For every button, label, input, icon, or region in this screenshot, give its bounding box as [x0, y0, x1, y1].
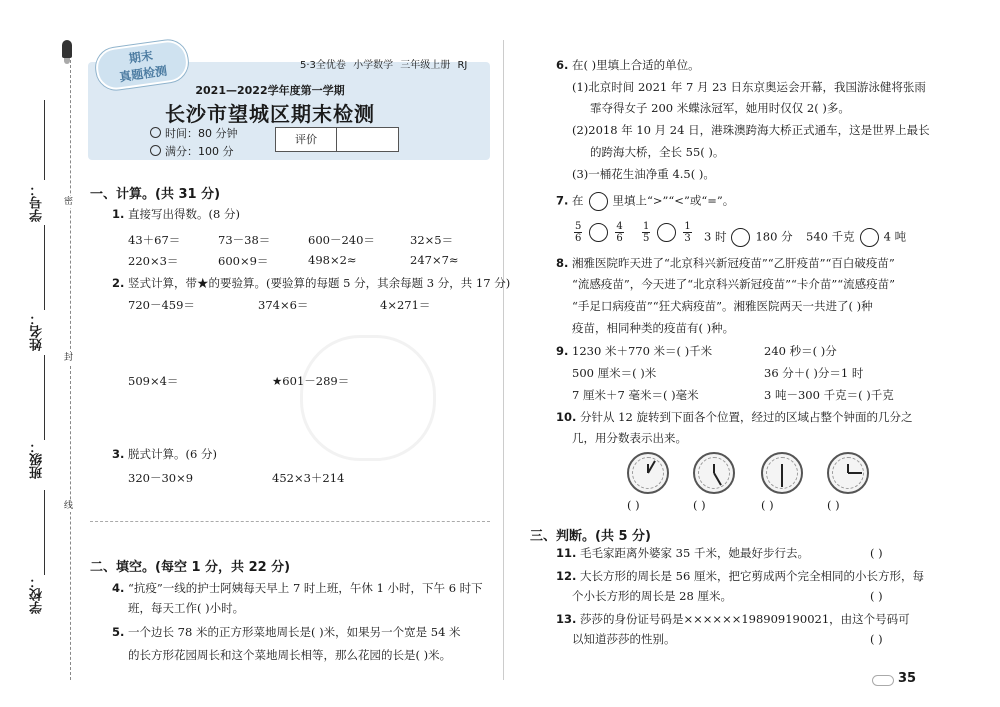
q13-line-2: 以知道莎莎的性别。: [572, 632, 676, 646]
q7-right-4: 4 吨: [883, 229, 907, 244]
q6-line-5: (3)一桶花生油净重 4.5( )。: [572, 167, 715, 181]
fraction-numerator: 4: [616, 221, 623, 232]
q11-number: 11.: [556, 546, 577, 560]
check-icon: [150, 145, 161, 156]
q3-prompt: [112, 447, 217, 461]
q9-item-3: 500 厘米＝( )米: [572, 366, 657, 380]
q7-frac-2: [640, 221, 694, 244]
clock-hand: [781, 473, 783, 487]
q7-right-3: 180 分: [755, 229, 793, 244]
field-line-class[interactable]: [44, 355, 45, 440]
q7-number: 7.: [556, 193, 569, 208]
q2-prompt: [112, 276, 510, 290]
clock-icon: [693, 452, 735, 494]
clock-hand: [848, 472, 862, 474]
fraction: [642, 221, 650, 244]
fraction-numerator: 5: [575, 221, 582, 232]
q13-line-1: [556, 612, 910, 626]
q12-text-1: 大长方形的周长是 56 厘米，把它剪成两个完全相同的小长方形，每: [580, 569, 924, 583]
q9-item-4: 36 分＋( )分＝1 时: [764, 366, 864, 380]
q6-text: 在( )里填上合适的单位。: [572, 58, 700, 72]
q7-frac-1: [572, 221, 626, 244]
q10-answer-3[interactable]: ( ): [761, 498, 774, 512]
clock-icon: [827, 452, 869, 494]
q6-number: 6.: [556, 58, 569, 72]
q10-line-2: 几，用分数表示出来。: [572, 431, 687, 445]
evaluation-label: 评价: [276, 128, 337, 151]
q9-item-6: 3 吨－300 千克＝( )千克: [764, 388, 894, 402]
binding-char-xian: 线: [64, 501, 74, 511]
q1-item-7: 498×2≈: [308, 253, 357, 267]
q1-number: 1.: [112, 207, 125, 221]
clock-icon: [150, 127, 161, 138]
q7-text-after: 里填上“>”“<”或“=”。: [612, 193, 735, 208]
q10-answer-2[interactable]: ( ): [693, 498, 706, 512]
q7-left-4: 540 千克: [806, 229, 855, 244]
compare-circle[interactable]: [657, 223, 676, 242]
binding-char-mi: 密: [64, 197, 74, 207]
q1-item-3: 600－240＝: [308, 233, 375, 247]
field-line-name[interactable]: [44, 225, 45, 310]
score-text: 满分：100 分: [165, 145, 234, 158]
section-divider: [90, 521, 490, 522]
badge-line-1: 期末: [128, 48, 154, 66]
evaluation-box[interactable]: [275, 127, 399, 152]
section-3-title: 三、判断。(共 5 分): [530, 529, 651, 544]
q5-line-1: [112, 625, 461, 639]
time-text: 时间：80 分钟: [165, 127, 238, 140]
q4-number: 4.: [112, 581, 125, 595]
q10-line-1: [556, 410, 912, 424]
q5-text-1: 一个边长 78 米的正方形菜地周长是( )米，如果另一个宽是 54 米: [128, 625, 461, 639]
compare-circle[interactable]: [731, 228, 750, 247]
school-year: 2021—2022学年度第一学期: [195, 84, 345, 97]
q7-left-3: 3 时: [704, 229, 727, 244]
fraction: [574, 221, 582, 244]
q12-line-1: [556, 569, 924, 583]
q8-line-3: “手足口病疫苗”“狂犬病疫苗”。湘雅医院两天一共进了( )种: [572, 299, 873, 313]
q7-item-3: [704, 228, 793, 247]
q1-text: 直接写出得数。(8 分): [128, 207, 240, 221]
field-line-student-id[interactable]: [44, 100, 45, 180]
q9-row-1: [556, 344, 712, 358]
binding-line: [70, 60, 71, 680]
q8-text-1: 湘雅医院昨天进了“北京科兴新冠疫苗”“乙肝疫苗”“百白破疫苗”: [572, 256, 895, 270]
q6-prompt: [556, 58, 700, 72]
q4-line-2: 班，每天工作( )小时。: [128, 601, 245, 615]
q11-line: [556, 546, 809, 560]
q10-answer-1[interactable]: ( ): [627, 498, 640, 512]
page-title: 长沙市望城区期末检测: [165, 102, 375, 126]
q2-item-5: ★601－289＝: [272, 374, 350, 388]
q10-number: 10.: [556, 410, 577, 424]
q6-line-3: (2)2018 年 10 月 24 日，港珠澳跨海大桥正式通车，这是世界上最长: [572, 123, 930, 137]
q9-item-5: 7 厘米＋7 毫米＝( )毫米: [572, 388, 699, 402]
compare-circle[interactable]: [860, 228, 879, 247]
q13-number: 13.: [556, 612, 577, 626]
q8-line-4: 疫苗，相同种类的疫苗有( )种。: [572, 321, 735, 335]
fraction-numerator: 1: [684, 221, 691, 232]
score-info: [150, 143, 234, 159]
q5-number: 5.: [112, 625, 125, 639]
q4-line-1: [112, 581, 483, 595]
q7-text-before: 在: [572, 193, 584, 208]
q1-item-5: 220×3＝: [128, 254, 179, 268]
q6-line-4: 的跨海大桥，全长 55( )。: [590, 145, 725, 159]
q12-number: 12.: [556, 569, 577, 583]
field-line-school[interactable]: [44, 490, 45, 575]
clock-hand: [781, 464, 783, 473]
page-number: 35: [898, 671, 917, 686]
q2-text: 竖式计算，带★的要验算。(要验算的每题 5 分，其余每题 3 分，共 17 分): [128, 276, 511, 290]
fraction: [615, 221, 623, 244]
q4-text-1: “抗疫”一线的护士阿姨每天早上 7 时上班，午休 1 小时，下午 6 时下: [128, 581, 483, 595]
q3-item-1: 320－30×9: [128, 471, 194, 485]
q1-item-4: 32×5＝: [410, 233, 454, 247]
q10-text-1: 分针从 12 旋转到下面各个位置，经过的区域占整个钟面的几分之: [580, 410, 913, 424]
fraction-denominator: 6: [575, 233, 582, 244]
clock-icon: [761, 452, 803, 494]
rocket-icon: [62, 40, 72, 58]
field-label-name: 姓名：: [30, 312, 45, 351]
q1-item-1: 43＋67＝: [128, 233, 181, 247]
q2-item-3: 4×271＝: [380, 298, 431, 312]
section-2-title: 二、填空。(每空 1 分，共 22 分): [90, 560, 291, 575]
fraction-denominator: 6: [616, 233, 623, 244]
q9-item-2: 240 秒＝( )分: [764, 344, 837, 358]
q2-number: 2.: [112, 276, 125, 290]
fraction-denominator: 3: [684, 233, 691, 244]
badge-line-2: 真题检测: [118, 63, 168, 85]
field-label-school: 学校：: [30, 575, 45, 614]
q8-number: 8.: [556, 256, 569, 270]
binding-char-feng: 封: [64, 353, 74, 363]
compare-circle: [589, 192, 608, 211]
q6-line-1: (1)北京时间 2021 年 7 月 23 日东京奥运会开幕，我国游泳健将张雨: [572, 80, 926, 94]
q12-line-2: 个小长方形的周长是 28 厘米。: [572, 589, 732, 603]
q3-number: 3.: [112, 447, 125, 461]
q13-answer[interactable]: ( ): [870, 632, 883, 646]
q8-line-1: [556, 256, 895, 270]
q2-item-4: 509×4＝: [128, 374, 179, 388]
q5-line-2: 的长方形花园周长和这个菜地周长相等，那么花园的长是( )米。: [128, 648, 452, 662]
field-label-class: 班级：: [30, 440, 45, 479]
q2-item-1: 720－459＝: [128, 298, 195, 312]
q1-item-6: 600×9＝: [218, 254, 269, 268]
watermark-logo: [300, 335, 436, 461]
field-label-student-id: 学号：: [30, 183, 45, 222]
q1-item-8: 247×7≈: [410, 253, 459, 267]
compare-circle[interactable]: [589, 223, 608, 242]
series-label: 5·3全优卷 小学数学 三年级上册 RJ: [300, 60, 468, 71]
q1-prompt: [112, 207, 240, 221]
q2-item-2: 374×6＝: [258, 298, 309, 312]
q1-item-2: 73－38＝: [218, 233, 271, 247]
q10-answer-4[interactable]: ( ): [827, 498, 840, 512]
q6-line-2: 霏夺得女子 200 米蝶泳冠军，她用时仅仅 2( )多。: [590, 101, 850, 115]
clock-icon: [627, 452, 669, 494]
q7-prompt: [556, 192, 734, 211]
time-info: [150, 125, 238, 141]
q12-answer[interactable]: ( ): [870, 589, 883, 603]
q9-number: 9.: [556, 344, 569, 358]
q8-line-2: “流感疫苗”，今天进了“北京科兴新冠疫苗”“卡介苗”“流感疫苗”: [572, 277, 896, 291]
fraction-numerator: 1: [643, 221, 650, 232]
q11-text: 毛毛家距离外婆家 35 千米，她最好步行去。: [580, 546, 809, 560]
fraction-denominator: 5: [643, 233, 650, 244]
column-divider: [503, 40, 504, 680]
section-1-title: 一、计算。(共 31 分): [90, 187, 221, 202]
fraction: [683, 221, 691, 244]
q13-text-1: 莎莎的身份证号码是××××××198909190021，由这个号码可: [580, 612, 910, 626]
q7-item-4: [806, 228, 906, 247]
q3-text: 脱式计算。(6 分): [128, 447, 217, 461]
q9-item-1: 1230 米＋770 米＝( )千米: [572, 344, 713, 358]
q11-answer[interactable]: ( ): [870, 546, 883, 560]
q3-item-2: 452×3＋214: [272, 471, 345, 485]
